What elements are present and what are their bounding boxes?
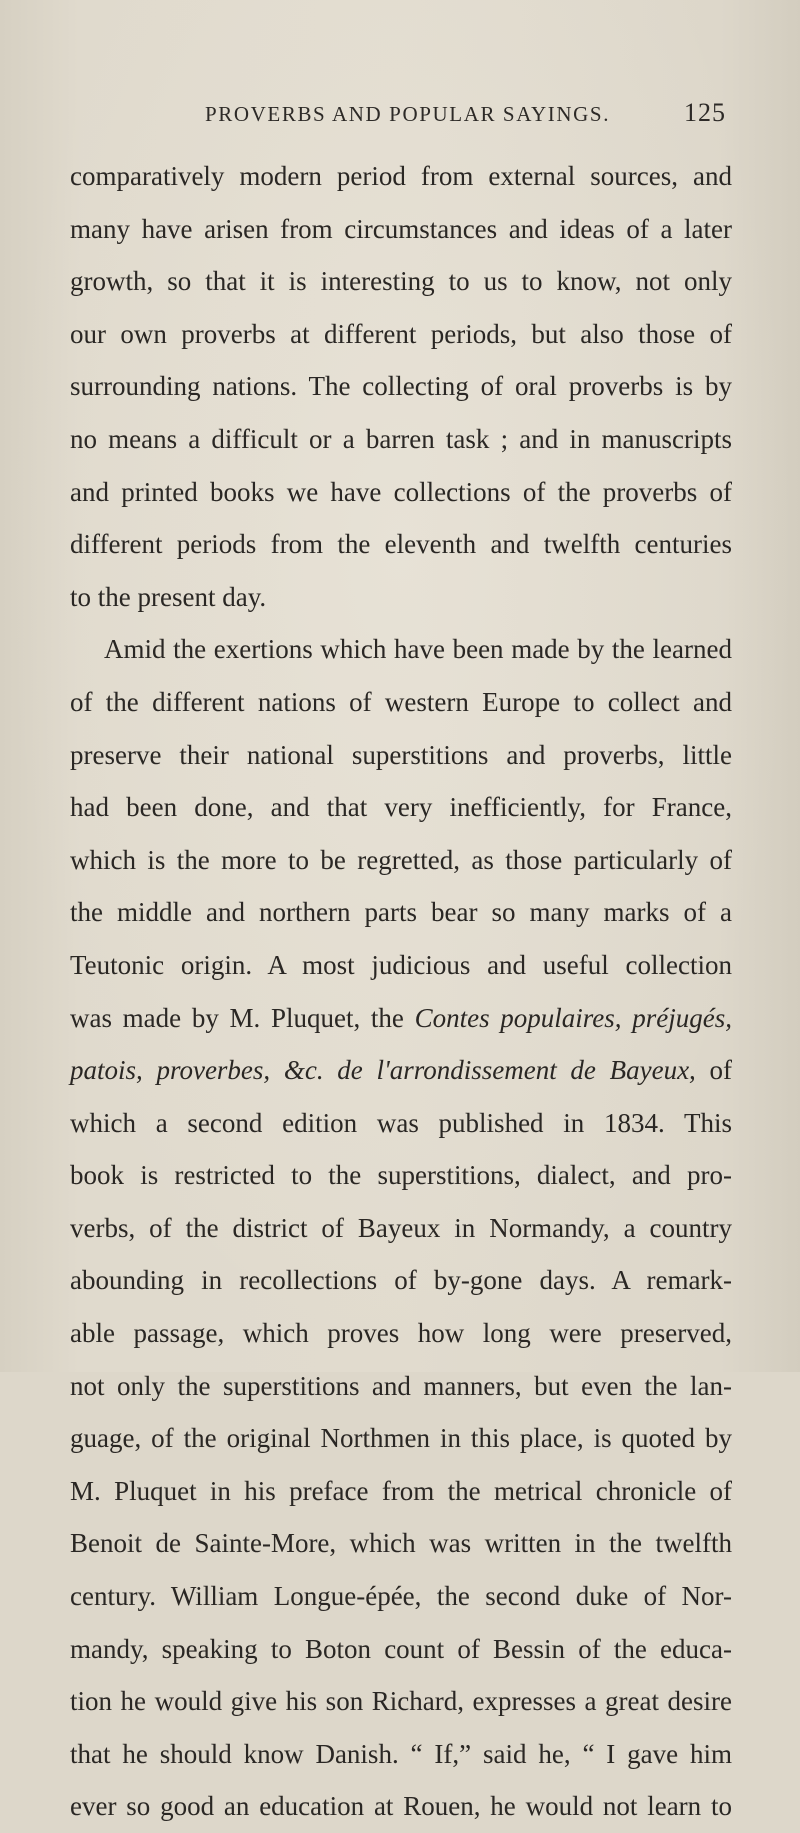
text-line: the middle and northern parts bear so many marks of a (70, 897, 732, 928)
text-line: to the present day. (70, 581, 267, 612)
text-line: many have arisen from circumstances and ideas of a later (70, 213, 732, 244)
text-line: no means a difficult or a barren task ; and in manuscripts (70, 423, 732, 454)
text-line: guage, of the original Northmen in this place, is quoted by (70, 1423, 732, 1454)
text-line: mandy, speaking to Boton count of Bessin of the educa- (70, 1633, 732, 1664)
text-line: verbs, of the district of Bayeux in Normandy, a country (70, 1212, 732, 1243)
running-head: PROVERBS AND POPULAR SAYINGS. (205, 102, 611, 126)
text-line: not only the superstitions and manners, but even the lan- (70, 1370, 732, 1401)
text-line: book is restricted to the superstitions, dialect, and pro- (70, 1160, 732, 1191)
text-line: ever so good an education at Rouen, he would not learn to (70, 1791, 732, 1822)
text-line: M. Pluquet in his preface from the metrical chronicle of (70, 1475, 732, 1506)
text-line: surrounding nations. The collecting of oral proverbs is by (70, 371, 732, 402)
text-line: growth, so that it is interesting to us to know, not only (70, 266, 732, 297)
text-segment: of (695, 1055, 732, 1086)
text-line: our own proverbs at different periods, but also those of (70, 318, 732, 349)
text-line: had been done, and that very inefficiently, for France, (70, 792, 732, 823)
text-line: of the different nations of western Europe to collect and (70, 686, 732, 717)
italic-title: Contes populaires, préjugés, (414, 1002, 732, 1033)
text-line: abounding in recollections of by-gone days. A remark- (70, 1265, 732, 1296)
text-line: which is the more to be regretted, as those particularly of (70, 844, 732, 875)
text-line: different periods from the eleventh and twelfth centuries (70, 529, 732, 560)
text-line: preserve their national superstitions and proverbs, little (70, 739, 732, 770)
text-line: which a second edition was published in 1834. This (70, 1107, 732, 1138)
italic-title: patois, proverbes, &c. de l'arrondissement de Bayeux, (70, 1055, 696, 1086)
text-line (70, 992, 732, 1045)
text-line (70, 1044, 732, 1097)
text-line: that he should know Danish. “ If,” said he, “ I gave him (70, 1738, 732, 1769)
body-text (70, 150, 732, 1833)
text-line: comparatively modern period from external sources, and (70, 161, 732, 191)
text-line: Benoit de Sainte-More, which was written in the twelfth (70, 1528, 732, 1559)
text-line: Amid the exertions which have been made by the learned (104, 634, 732, 665)
text-segment: was made by M. Pluquet, the (70, 1002, 415, 1033)
text-line: century. William Longue-épée, the second duke of Nor- (70, 1581, 732, 1612)
text-line: able passage, which proves how long were preserved, (70, 1318, 732, 1349)
text-line: Teutonic origin. A most judicious and useful collection (70, 949, 732, 980)
text-line: and printed books we have collections of the proverbs of (70, 476, 732, 507)
page-number: 125 (684, 98, 726, 127)
text-line: tion he would give his son Richard, expresses a great desire (70, 1686, 732, 1717)
